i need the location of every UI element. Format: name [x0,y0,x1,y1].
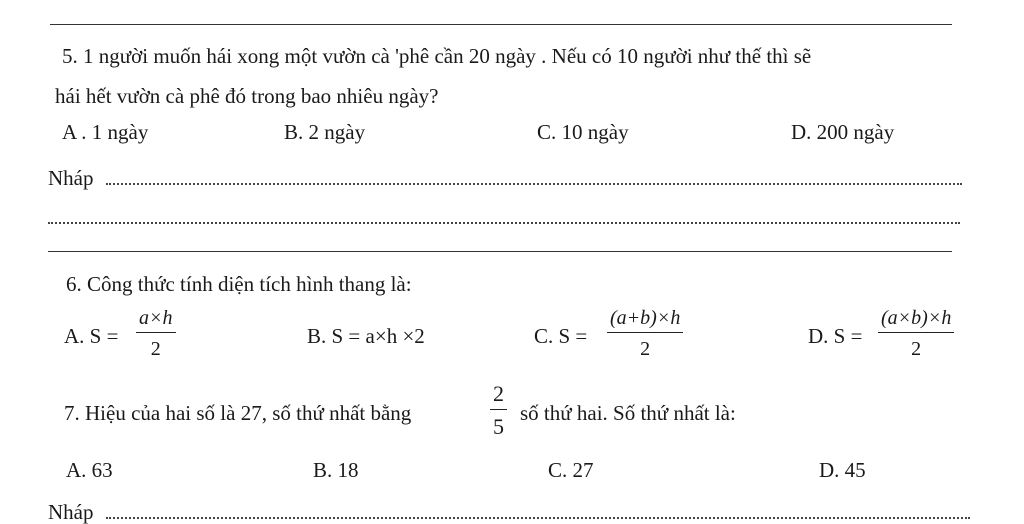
q6-c-denominator: 2 [640,338,651,360]
q5-option-a: A . 1 ngày [62,120,149,144]
q7-draft-label: Nháp [48,500,94,524]
q6-d-denominator: 2 [911,338,922,360]
q7-option-b: B. 18 [313,458,359,482]
q5-draft-line-2 [48,222,960,224]
q5-option-b: B. 2 ngày [284,120,366,144]
q7-fraction-numerator: 2 [493,381,504,406]
q5-draft-line-1 [106,183,962,185]
q6-option-b: B. S = a×h ×2 [307,324,425,348]
q6-c-numerator: (a+b)×h [610,307,681,329]
q6-option-d-fraction [878,308,954,359]
q5-draft-label: Nháp [48,166,94,190]
q5-line1: 5. 1 người muốn hái xong một vườn cà 'phê cần 20 ngày . Nếu có 10 người như thế thì sẽ [62,44,812,68]
q5-option-d: D. 200 ngày [791,120,895,144]
q5-option-c: C. 10 ngày [537,120,629,144]
q6-a-denominator: 2 [150,338,161,360]
q7-option-d: D. 45 [819,458,866,482]
q7-fraction [490,383,507,438]
q6-d-fraction-bar [878,332,954,333]
q7-option-c: C. 27 [548,458,594,482]
q6-question: 6. Công thức tính diện tích hình thang là: [66,272,412,296]
q6-d-numerator: (a×b)×h [881,307,952,329]
q6-option-a-prefix: A. S = [64,324,119,348]
q6-option-c-fraction [607,308,683,359]
q6-option-a-fraction [136,308,176,359]
q6-option-d-prefix: D. S = [808,324,863,348]
q6-c-fraction-bar [607,332,683,333]
section-rule [48,251,952,252]
q5-line2: hái hết vườn cà phê đó trong bao nhiêu ngày? [55,84,439,108]
q6-a-fraction-bar [136,332,176,333]
q7-fraction-denominator: 5 [493,414,504,439]
top-rule [50,24,952,25]
q7-draft-line [106,517,970,519]
q6-option-c-prefix: C. S = [534,324,588,348]
q7-question-start: 7. Hiệu của hai số là 27, số thứ nhất bằng [64,401,412,425]
q6-a-numerator: a×h [139,307,173,329]
q7-question-end: số thứ hai. Số thứ nhất là: [520,401,736,425]
q7-fraction-bar [490,409,507,410]
q7-option-a: A. 63 [66,458,113,482]
